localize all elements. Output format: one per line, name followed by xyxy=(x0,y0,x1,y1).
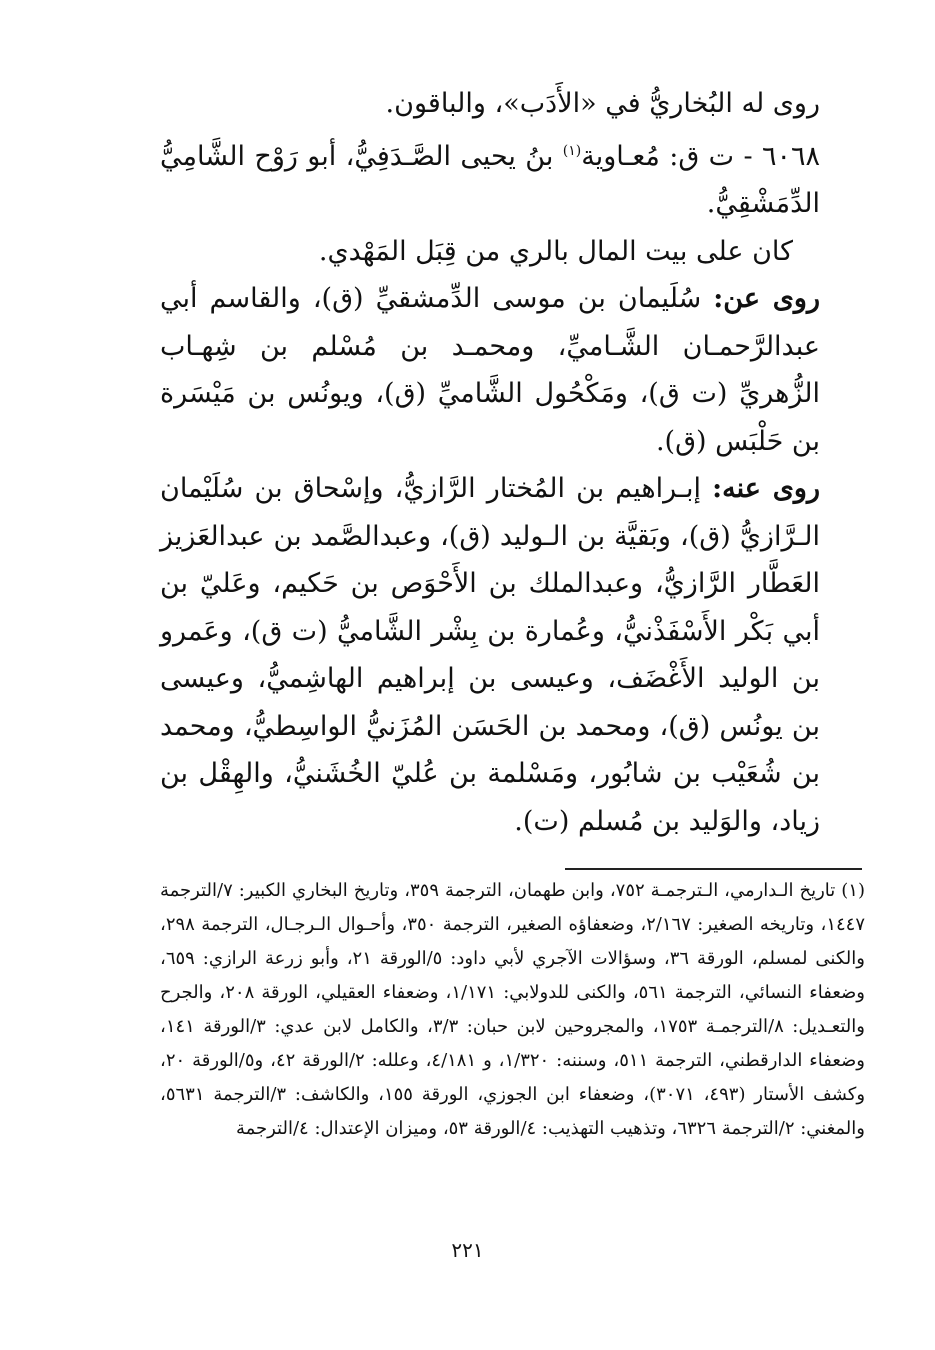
narrated-from-text: سُلَيمان بن موسى الدِّمشقيِّ (ق)، والقاسم أبي عبدالرَّحمـان الشَّـاميِّ، ومحمـد بن مُسْلم بن شِهـاب الزُّهريِّ (ت ق)، ومَكْحُول الشَّاميِّ (ق)، ويونُس بن مَيْسَرة بن حَلْبَس (ق). xyxy=(160,283,820,457)
entry-heading xyxy=(160,128,820,228)
footnote-1 xyxy=(160,874,865,1146)
entry-intro: روى له البُخاريُّ في «الأَدَب»، والباقون. xyxy=(385,88,820,119)
narrated-from-label: روى عن: xyxy=(713,283,820,314)
footnote-text: تاريخ الـدارمي، الـترجمـة ٧٥٢، وابن طهمان، الترجمة ٣٥٩، وتاريخ البخاري الكبير: ٧/الترجمة ١٤٤٧، وتاريخه الصغير: ٢/١٦٧، وضعفاؤه الصغير، الترجمة ٣٥٠، وأحـوال الـرجـال، الترجمة ٢٩٨، والكنى لمسلم، الورقة ٣٦، وسؤالات الآجري لأبي داود: ٥/الورقة ٢١، وأبو زرعة الرازي: ٦٥٩، وضعفاء النسائي، الترجمة ٥٦١، والكنى للدولابي: ١/١٧١، وضعفاء العقيلي، الورقة ٢٠٨، والجرح والتعـديل: ٨/الترجمـة ١٧٥٣، والمجروحين لابن حبان: ٣/٣، والكامل لابن عدي: ٣/الورقة ١٤١، وضعفاء الدارقطني، الترجمة ٥١١، وسننه: ١/٣٢٠، و ٤/١٨١، وعلله: ٢/الورقة ٤٢، و٥/الورقة ٢٠، وكشف الأستار (٤٩٣، ٣٠٧١)، وضعفاء ابن الجوزي، الورقة ١٥٥، والكاشف: ٣/الترجمة ٥٦٣١، والمغني: ٢/الترجمة ٦٣٢٦، وتذهيب التهذيب: ٤/الورقة ٥٣، وميزان الإعتدال: ٤/الترجمة xyxy=(160,880,866,1139)
page-number: ٢٢١ xyxy=(451,1238,484,1262)
footnotes xyxy=(160,874,865,1146)
narrated-by xyxy=(160,465,820,845)
entry-number-and-name: ٦٠٦٨ - ت ق: مُعـاوية xyxy=(581,140,820,172)
footnote-separator xyxy=(565,868,862,870)
footnote-number: (١) xyxy=(841,880,865,901)
narrated-by-text: إبـراهيم بن المُختار الرَّازيُّ، وإسْحاق بن سُلَيْمان الـرَّازيُّ (ق)، وبَقيَّة بن الـوليد (ق)، وعبدالصَّمد بن عبدالعَزيز العَطَّار الرَّازيُّ، وعبدالملك بن الأَحْوَص بن حَكيم، وعَليّ بن أبي بَكْر الأَسْفَذْنيُّ، وعُمارة بن بِشْر الشَّاميُّ (ت ق)، وعَمرو بن الوليد الأَغْضَف، وعيسى بن إبراهيم الهاشِميُّ، وعيسى بن يونُس (ق)، ومحمد بن الحَسَن المُزَنيُّ الواسِطيُّ، ومحمد بن شُعَيْب بن شابُور، ومَسْلمة بن عُليّ الخُشَنيُّ، والهِقْل بن زياد، والوَليد بن مُسلم (ت). xyxy=(160,473,820,837)
footnote-reference: (١) xyxy=(562,142,582,159)
narrated-from xyxy=(160,275,820,465)
entry-description: كان على بيت المال بالري من قِبَل المَهْدي. xyxy=(318,235,793,267)
main-text xyxy=(160,80,820,845)
entry-name-rest: بنُ يحيى الصَّـدَفِيُّ، أبو رَوْح الشَّامِيُّ الدِّمَشْقِيُّ. xyxy=(160,140,820,219)
narrated-by-label: روى عنه: xyxy=(712,473,820,504)
